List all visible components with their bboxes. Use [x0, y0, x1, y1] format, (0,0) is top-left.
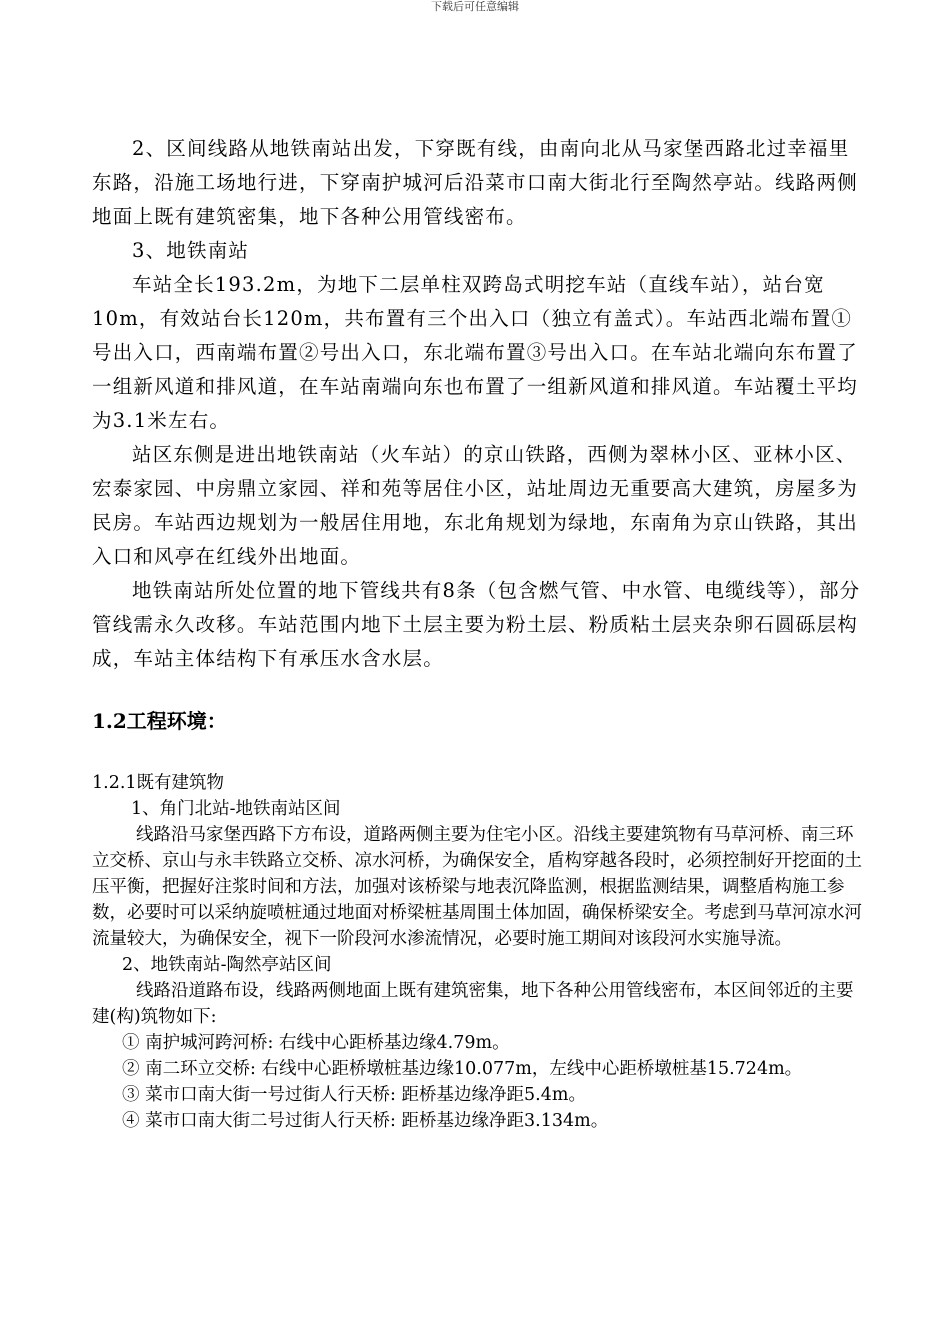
paragraph-station-surroundings: 站区东侧是进出地铁南站（火车站）的京山铁路，西侧为翠林小区、亚林小区、宏泰家园、中房鼎立家园、祥和苑等居住小区，站址周边无重要高大建筑，房屋多为民房。车站西边规划为一般居住用地，东北角规划为绿地，东南角为京山铁路，其出入口和风亭在红线外出地面。	[92, 443, 858, 568]
list-item-bridge-3: ③ 菜市口南大街一号过街人行天桥: 距桥基边缘净距5.4m。	[122, 1085, 586, 1105]
paragraph-route-description: 2、区间线路从地铁南站出发，下穿既有线，由南向北从马家堡西路北过幸福里东路，沿施工场地行进，下穿南护城河后沿菜市口南大街北行至陶然亭站。线路两侧地面上既有建筑密集，地下各种公用管线密布。	[92, 137, 858, 228]
list-item-bridge-4: ④ 菜市口南大街二号过街人行天桥: 距桥基边缘净距3.134m。	[122, 1111, 609, 1131]
section-heading-engineering-environment: 1.2工程环境：	[92, 709, 227, 733]
item2-title: 2、地铁南站-陶然亭站区间	[122, 955, 332, 975]
subheading-existing-buildings: 1.2.1既有建筑物	[92, 773, 225, 793]
paragraph-station-layout: 车站全长193.2m，为地下二层单柱双跨岛式明挖车站（直线车站），站台宽10m，有效站台长120m，共布置有三个出入口（独立有盖式）。车站西北端布置①号出入口，西南端布置②号出入口，东北端布置③号出入口。在车站北端向东布置了一组新风道和排风道，在车站南端向东也布置了一组新风道和排风道。车站覆土平均为3.1米左右。	[92, 273, 858, 432]
list-item-bridge-2: ② 南二环立交桥: 右线中心距桥墩桩基边缘10.077m，左线中心距桥墩桩基15.724m。	[122, 1059, 803, 1079]
paragraph-underground-pipelines: 地铁南站所处位置的地下管线共有8条（包含燃气管、中水管、电缆线等），部分管线需永久改移。车站范围内地下土层主要为粉土层、粉质粘土层夹杂卵石圆砾层构成，车站主体结构下有承压水含水层。	[92, 579, 861, 670]
page-header: 下载后可任意编辑	[431, 0, 519, 13]
paragraph-subway-south-station-title: 3、地铁南站	[132, 239, 250, 262]
item1-body: 线路沿马家堡西路下方布设，道路两侧主要为住宅小区。沿线主要建筑物有马草河桥、南三环立交桥、京山与永丰铁路立交桥、凉水河桥，为确保安全，盾构穿越各段时，必须控制好开挖面的土压平衡，把握好注浆时间和方法，加强对该桥梁与地表沉降监测，根据监测结果，调整盾构施工参数，必要时可以采纳旋喷桩通过地面对桥梁桩基周围土体加固，确保桥梁安全。考虑到马草河凉水河流量较大，为确保安全，视下一阶段河水渗流情况，必要时施工期间对该段河水实施导流。	[92, 825, 862, 949]
item1-title: 1、角门北站-地铁南站区间	[131, 799, 341, 819]
list-item-bridge-1: ① 南护城河跨河桥: 右线中心距桥基边缘4.79m。	[122, 1033, 510, 1053]
item2-body: 线路沿道路布设，线路两侧地面上既有建筑密集，地下各种公用管线密布，本区间邻近的主要建(构)筑物如下:	[92, 981, 854, 1027]
document-body	[92, 132, 867, 1134]
